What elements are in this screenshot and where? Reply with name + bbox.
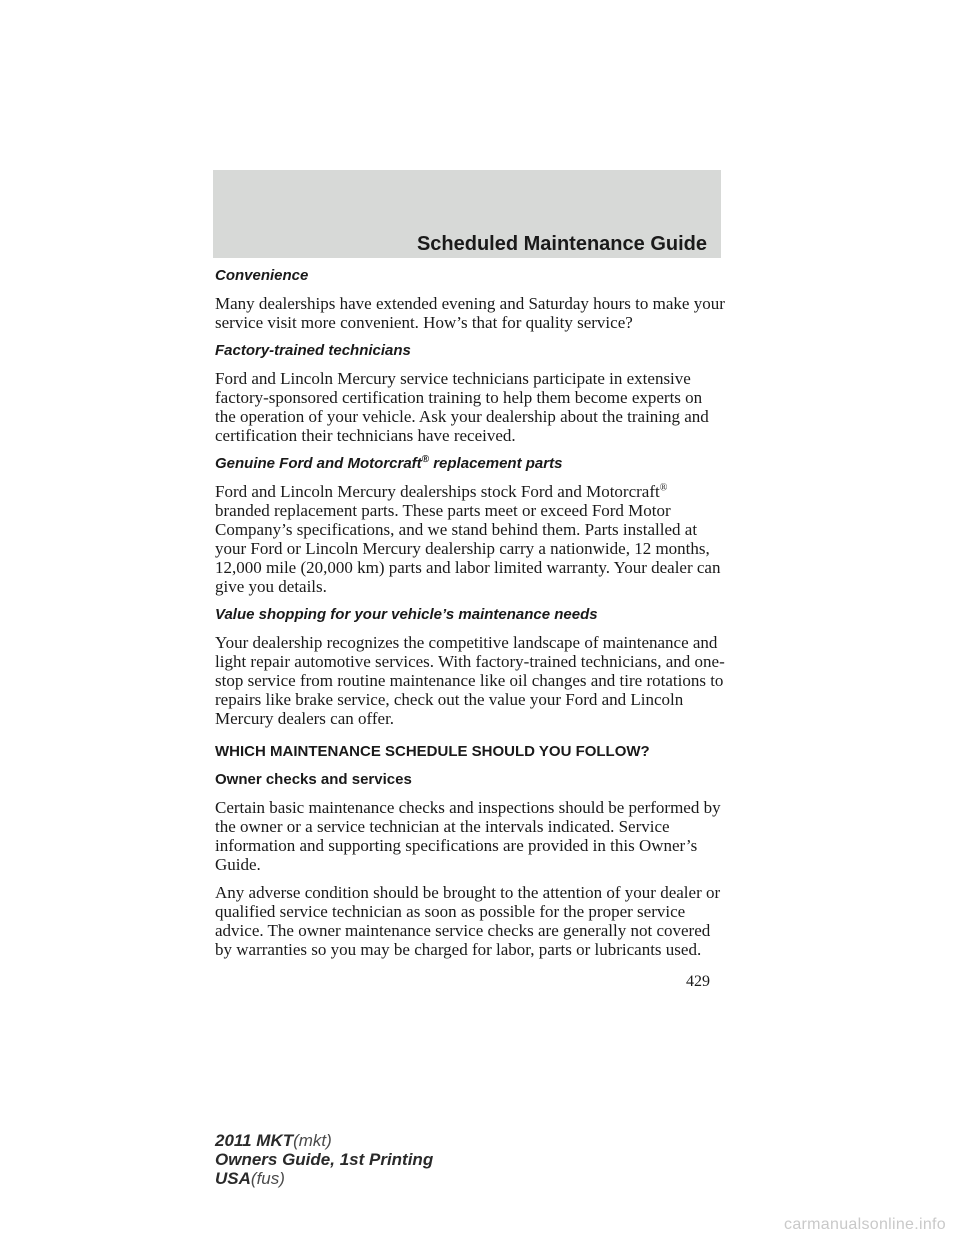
footer-model-code: (mkt) [293,1131,332,1150]
schedule-section-heading: WHICH MAINTENANCE SCHEDULE SHOULD YOU FOLLOW? [215,743,650,760]
print-footer [215,1131,433,1188]
page-number: 429 [686,973,710,990]
section-header-band [213,170,721,258]
technicians-paragraph: Ford and Lincoln Mercury service technicians participate in extensive factory-sponsored certification training to help them become experts on the operation of your vehicle. Ask your dealership about the training and certification their technicians have received. [215,369,709,445]
parts-heading [215,454,725,473]
parts-paragraph-end: branded replacement parts. These parts meet or exceed Ford Motor Company’s specifications, and we stand behind them. Parts installed at your Ford or Lincoln Mercury dealership carry a nationwide, 12 months, 12,000 mile (20,000 km) parts and labor limited warranty. Your dealer can give you details. [215,501,721,596]
technicians-heading: Factory-trained technicians [215,342,411,359]
parts-heading-text-end: replacement parts [429,455,563,472]
footer-market-code: (fus) [250,1169,285,1188]
convenience-heading: Convenience [215,267,309,284]
parts-paragraph-start: Ford and Lincoln Mercury dealerships stock Ford and Motorcraft [215,482,660,501]
footer-model: 2011 MKT [215,1131,294,1150]
owner-checks-paragraph-1: Certain basic maintenance checks and inspections should be performed by the owner or a service technician at the intervals indicated. Service information and supporting specifications are provided in this Owner’s Guide. [215,798,721,874]
owner-checks-heading: Owner checks and services [215,771,412,788]
registered-mark: ® [659,482,668,494]
footer-line-3 [215,1169,433,1188]
registered-mark: ® [421,454,430,465]
footer-line-2 [215,1150,433,1169]
footer-line-1 [215,1131,433,1150]
footer-market: USA [215,1169,251,1188]
parts-paragraph [215,482,725,596]
page-content [215,266,725,968]
parts-heading-text: Genuine Ford and Motorcraft [215,455,422,472]
site-watermark: carmanualsonline.info [784,1216,946,1233]
owner-checks-paragraph-2: Any adverse condition should be brought to the attention of your dealer or qualified service technician as soon as possible for the proper service advice. The owner maintenance service checks are generally not covered by warranties so you may be charged for labor, parts or lubricants used. [215,883,721,959]
section-header-title: Scheduled Maintenance Guide [416,233,707,255]
value-paragraph: Your dealership recognizes the competitive landscape of maintenance and light repair automotive services. With factory-trained technicians, and one-stop service from routine maintenance like oil changes and tire rotations to repairs like brake service, check out the value your Ford and Lincoln Mercury dealers can offer. [215,633,725,728]
footer-edition: Owners Guide, 1st Printing [215,1150,434,1169]
convenience-paragraph: Many dealerships have extended evening and Saturday hours to make your service visit more convenient. How’s that for quality service? [215,294,725,332]
value-heading: Value shopping for your vehicle’s maintenance needs [215,606,598,623]
